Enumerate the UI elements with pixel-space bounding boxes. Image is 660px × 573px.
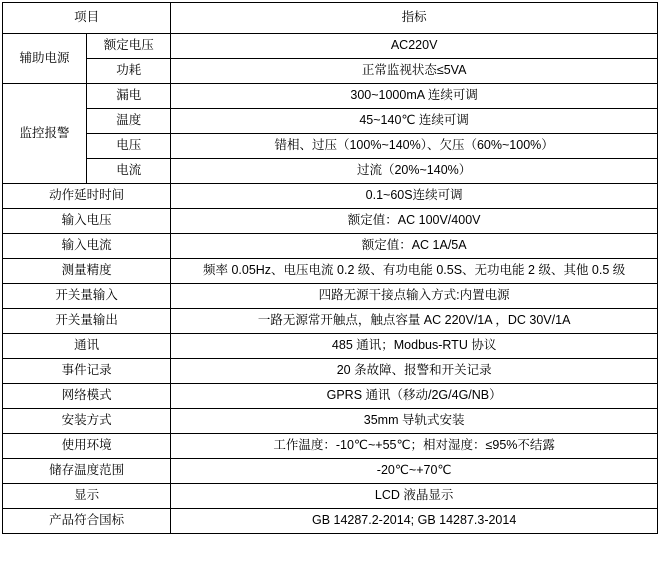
table-row — [3, 84, 658, 109]
table-row — [3, 184, 658, 209]
label-action-delay: 动作延时时间 — [3, 184, 171, 209]
value-switch-output: 一路无源常开触点，触点容量 AC 220V/1A ，DC 30V/1A — [171, 309, 658, 334]
value-power-consumption: 正常监视状态≤5VA — [171, 59, 658, 84]
table-row — [3, 334, 658, 359]
value-operating-environment: 工作温度：-10℃~+55℃；相对湿度：≤95%不结露 — [171, 434, 658, 459]
value-switch-input: 四路无源干接点输入方式:内置电源 — [171, 284, 658, 309]
table-header-row — [3, 3, 658, 34]
table-row — [3, 209, 658, 234]
header-spec: 指标 — [171, 3, 658, 34]
value-measurement-accuracy: 频率 0.05Hz、电压电流 0.2 级、有功电能 0.5S、无功电能 2 级、其他 0.5 级 — [171, 259, 658, 284]
label-input-voltage: 输入电压 — [3, 209, 171, 234]
sub-label-voltage: 电压 — [87, 134, 171, 159]
value-communication: 485 通讯；Modbus-RTU 协议 — [171, 334, 658, 359]
table-row — [3, 484, 658, 509]
table-row — [3, 159, 658, 184]
label-installation: 安装方式 — [3, 409, 171, 434]
value-network-mode: GPRS 通讯（移动/2G/4G/NB） — [171, 384, 658, 409]
table-row — [3, 109, 658, 134]
specification-table — [2, 2, 658, 534]
table-row — [3, 309, 658, 334]
table-row — [3, 384, 658, 409]
label-storage-temperature: 储存温度范围 — [3, 459, 171, 484]
value-event-log: 20 条故障、报警和开关记录 — [171, 359, 658, 384]
sub-label-leakage: 漏电 — [87, 84, 171, 109]
sub-label-current: 电流 — [87, 159, 171, 184]
value-voltage: 错相、过压（100%~140%）、欠压（60%~100%） — [171, 134, 658, 159]
table-row — [3, 434, 658, 459]
label-switch-input: 开关量输入 — [3, 284, 171, 309]
value-temperature: 45~140℃ 连续可调 — [171, 109, 658, 134]
value-input-voltage: 额定值：AC 100V/400V — [171, 209, 658, 234]
table-row — [3, 34, 658, 59]
label-switch-output: 开关量输出 — [3, 309, 171, 334]
table-row — [3, 59, 658, 84]
label-event-log: 事件记录 — [3, 359, 171, 384]
sub-label-power-consumption: 功耗 — [87, 59, 171, 84]
table-row — [3, 134, 658, 159]
value-standards: GB 14287.2-2014; GB 14287.3-2014 — [171, 509, 658, 534]
header-item: 项目 — [3, 3, 171, 34]
value-display: LCD 液晶显示 — [171, 484, 658, 509]
value-rated-voltage: AC220V — [171, 34, 658, 59]
label-network-mode: 网络模式 — [3, 384, 171, 409]
sub-label-rated-voltage: 额定电压 — [87, 34, 171, 59]
label-measurement-accuracy: 测量精度 — [3, 259, 171, 284]
label-communication: 通讯 — [3, 334, 171, 359]
table-row — [3, 509, 658, 534]
table-row — [3, 284, 658, 309]
table-row — [3, 259, 658, 284]
table-row — [3, 359, 658, 384]
group-label-monitor-alarm: 监控报警 — [3, 84, 87, 184]
value-storage-temperature: -20℃~+70℃ — [171, 459, 658, 484]
table-row — [3, 459, 658, 484]
table-row — [3, 409, 658, 434]
value-current: 过流（20%~140%） — [171, 159, 658, 184]
label-input-current: 输入电流 — [3, 234, 171, 259]
label-operating-environment: 使用环境 — [3, 434, 171, 459]
value-installation: 35mm 导轨式安装 — [171, 409, 658, 434]
sub-label-temperature: 温度 — [87, 109, 171, 134]
label-display: 显示 — [3, 484, 171, 509]
group-label-aux-power: 辅助电源 — [3, 34, 87, 84]
value-input-current: 额定值：AC 1A/5A — [171, 234, 658, 259]
value-action-delay: 0.1~60S连续可调 — [171, 184, 658, 209]
table-row — [3, 234, 658, 259]
label-standards: 产品符合国标 — [3, 509, 171, 534]
value-leakage: 300~1000mA 连续可调 — [171, 84, 658, 109]
